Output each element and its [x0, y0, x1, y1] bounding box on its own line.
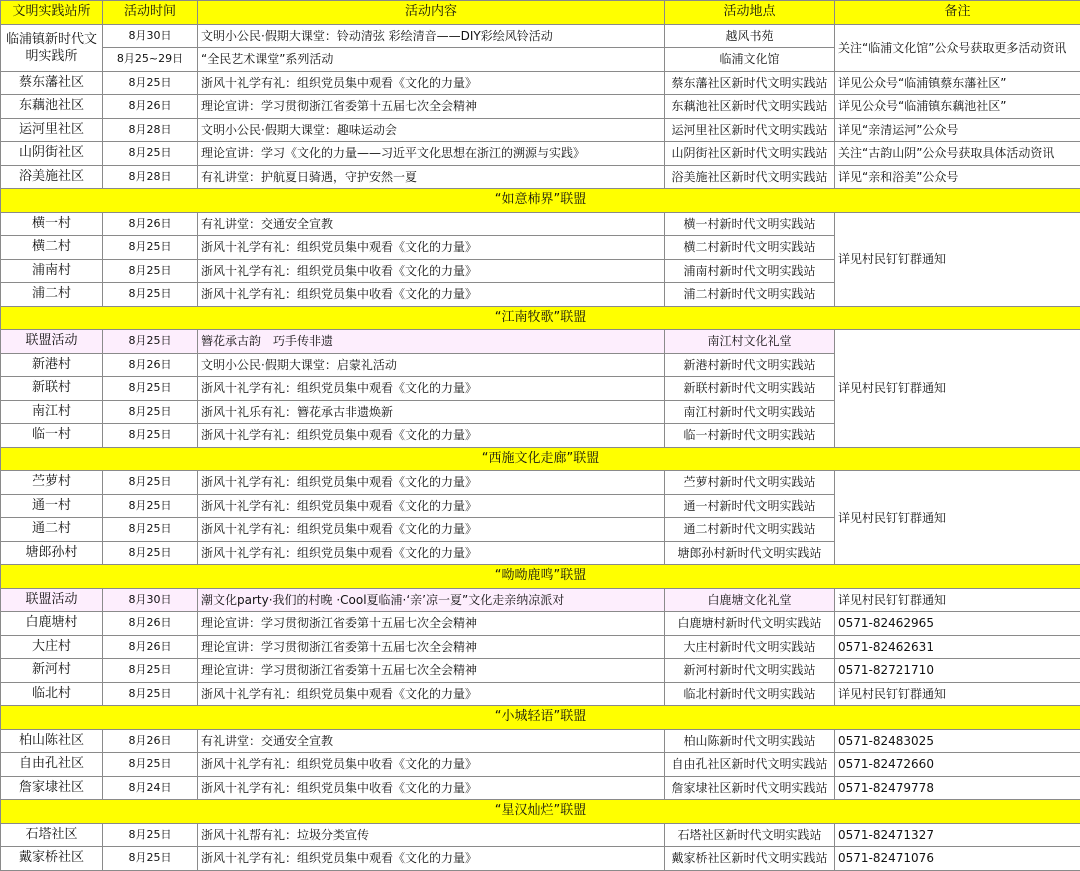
table-body	[1, 24, 1080, 870]
table-row	[1, 612, 1080, 636]
content-cell: 文明小公民·假期大课堂：铃动清弦 彩绘清音——DIY彩绘风铃活动	[198, 24, 665, 48]
alliance-header-row	[1, 189, 1080, 213]
content-cell: 浙风十礼学有礼：组织党员集中观看《文化的力量》	[198, 518, 665, 542]
location-cell: 通二村新时代文明实践站	[665, 518, 835, 542]
content-cell: 有礼讲堂：交通安全宣教	[198, 729, 665, 753]
alliance-header-row	[1, 565, 1080, 589]
station-cell: 浦南村	[1, 259, 103, 283]
location-cell: 越风书苑	[665, 24, 835, 48]
location-cell: 白鹿塘文化礼堂	[665, 588, 835, 612]
location-cell: 塘郎孙村新时代文明实践站	[665, 541, 835, 565]
location-cell: 运河里社区新时代文明实践站	[665, 118, 835, 142]
date-cell: 8月26日	[103, 729, 198, 753]
date-cell: 8月24日	[103, 776, 198, 800]
station-cell: 横二村	[1, 236, 103, 260]
content-cell: 理论宣讲：学习贯彻浙江省委第十五届七次全会精神	[198, 635, 665, 659]
note-cell: 0571-82721710	[835, 659, 1080, 683]
station-cell: 联盟活动	[1, 330, 103, 354]
content-cell: 浙风十礼学有礼：组织党员集中观看《文化的力量》	[198, 424, 665, 448]
location-cell: 南江村文化礼堂	[665, 330, 835, 354]
location-cell: 临北村新时代文明实践站	[665, 682, 835, 706]
date-cell: 8月25日	[103, 494, 198, 518]
location-cell: 詹家埭社区新时代文明实践站	[665, 776, 835, 800]
content-cell: 浙风十礼学有礼：组织党员集中观看《文化的力量》	[198, 236, 665, 260]
alliance-header-row	[1, 447, 1080, 471]
header-row	[1, 1, 1080, 25]
station-cell: 大庄村	[1, 635, 103, 659]
location-cell: 蔡东藩社区新时代文明实践站	[665, 71, 835, 95]
note-cell: 详见村民钉钉群通知	[835, 682, 1080, 706]
location-cell: 石塔社区新时代文明实践站	[665, 823, 835, 847]
date-cell: 8月25日	[103, 259, 198, 283]
date-cell: 8月25日	[103, 847, 198, 871]
note-cell: 0571-82462965	[835, 612, 1080, 636]
date-cell: 8月25日	[103, 753, 198, 777]
content-cell: 浙风十礼帮有礼：垃圾分类宣传	[198, 823, 665, 847]
date-cell: 8月25日	[103, 471, 198, 495]
note-cell: 0571-82471076	[835, 847, 1080, 871]
date-cell: 8月26日	[103, 353, 198, 377]
alliance-header-row	[1, 706, 1080, 730]
date-cell: 8月30日	[103, 24, 198, 48]
station-cell: 通一村	[1, 494, 103, 518]
table-row	[1, 71, 1080, 95]
content-cell: 浙风十礼学有礼：组织党员集中观看《文化的力量》	[198, 682, 665, 706]
content-cell: 潮文化party·我们的村晚 ·Cool夏临浦·‘亲’凉一夏”文化走亲纳凉派对	[198, 588, 665, 612]
date-cell: 8月25日	[103, 283, 198, 307]
date-cell: 8月28日	[103, 118, 198, 142]
alliance-header-row	[1, 800, 1080, 824]
location-cell: 大庄村新时代文明实践站	[665, 635, 835, 659]
note-cell: 0571-82479778	[835, 776, 1080, 800]
location-cell: 新河村新时代文明实践站	[665, 659, 835, 683]
station-cell: 横一村	[1, 212, 103, 236]
header-location: 活动地点	[665, 1, 835, 25]
location-cell: 横一村新时代文明实践站	[665, 212, 835, 236]
content-cell: 浙风十礼学有礼：组织党员集中观看《文化的力量》	[198, 847, 665, 871]
table-row	[1, 24, 1080, 48]
alliance-title: “如意柿界”联盟	[1, 189, 1080, 213]
date-cell: 8月25~29日	[103, 48, 198, 72]
station-cell: 白鹿塘村	[1, 612, 103, 636]
date-cell: 8月25日	[103, 424, 198, 448]
date-cell: 8月26日	[103, 212, 198, 236]
station-cell: 戴家桥社区	[1, 847, 103, 871]
location-cell: 新港村新时代文明实践站	[665, 353, 835, 377]
content-cell: 文明小公民·假期大课堂：趣味运动会	[198, 118, 665, 142]
station-cell: 运河里社区	[1, 118, 103, 142]
note-cell: 关注“古韵山阴”公众号获取具体活动资讯	[835, 142, 1080, 166]
location-cell: 浴美施社区新时代文明实践站	[665, 165, 835, 189]
date-cell: 8月26日	[103, 95, 198, 119]
note-cell: 0571-82483025	[835, 729, 1080, 753]
alliance-title: “呦呦鹿鸣”联盟	[1, 565, 1080, 589]
note-cell: 详见公众号“临浦镇东藕池社区”	[835, 95, 1080, 119]
location-cell: 南江村新时代文明实践站	[665, 400, 835, 424]
note-cell: 关注“临浦文化馆”公众号获取更多活动资讯	[835, 24, 1080, 71]
alliance-event-row	[1, 330, 1080, 354]
station-cell: 南江村	[1, 400, 103, 424]
content-cell: 浙风十礼乐有礼：簪花承古非遗焕新	[198, 400, 665, 424]
date-cell: 8月25日	[103, 71, 198, 95]
station-cell: 联盟活动	[1, 588, 103, 612]
table-row	[1, 165, 1080, 189]
location-cell: 新联村新时代文明实践站	[665, 377, 835, 401]
table-row	[1, 753, 1080, 777]
content-cell: 浙风十礼学有礼：组织党员集中收看《文化的力量》	[198, 776, 665, 800]
date-cell: 8月26日	[103, 612, 198, 636]
table-row	[1, 635, 1080, 659]
station-cell: 蔡东藩社区	[1, 71, 103, 95]
station-cell: 临北村	[1, 682, 103, 706]
station-cell: 自由孔社区	[1, 753, 103, 777]
table-row	[1, 776, 1080, 800]
location-cell: 横二村新时代文明实践站	[665, 236, 835, 260]
content-cell: 理论宣讲：学习贯彻浙江省委第十五届七次全会精神	[198, 95, 665, 119]
station-cell: 詹家埭社区	[1, 776, 103, 800]
content-cell: 浙风十礼学有礼：组织党员集中观看《文化的力量》	[198, 71, 665, 95]
header-date: 活动时间	[103, 1, 198, 25]
header-content: 活动内容	[198, 1, 665, 25]
table-row	[1, 118, 1080, 142]
location-cell: 苎萝村新时代文明实践站	[665, 471, 835, 495]
note-cell: 详见公众号“临浦镇蔡东藩社区”	[835, 71, 1080, 95]
table-row	[1, 471, 1080, 495]
alliance-header-row	[1, 306, 1080, 330]
table-row	[1, 95, 1080, 119]
content-cell: 浙风十礼学有礼：组织党员集中观看《文化的力量》	[198, 471, 665, 495]
alliance-title: “小城轻语”联盟	[1, 706, 1080, 730]
date-cell: 8月25日	[103, 377, 198, 401]
content-cell: 浙风十礼学有礼：组织党员集中收看《文化的力量》	[198, 259, 665, 283]
content-cell: 浙风十礼学有礼：组织党员集中观看《文化的力量》	[198, 377, 665, 401]
location-cell: 柏山陈新时代文明实践站	[665, 729, 835, 753]
alliance-title: “星汉灿烂”联盟	[1, 800, 1080, 824]
location-cell: 通一村新时代文明实践站	[665, 494, 835, 518]
date-cell: 8月25日	[103, 541, 198, 565]
date-cell: 8月25日	[103, 400, 198, 424]
station-cell: 东藕池社区	[1, 95, 103, 119]
note-cell: 0571-82462631	[835, 635, 1080, 659]
station-cell: 临一村	[1, 424, 103, 448]
date-cell: 8月25日	[103, 823, 198, 847]
date-cell: 8月30日	[103, 588, 198, 612]
table-row	[1, 823, 1080, 847]
date-cell: 8月25日	[103, 659, 198, 683]
station-cell: 山阴街社区	[1, 142, 103, 166]
date-cell: 8月28日	[103, 165, 198, 189]
note-cell: 详见“亲清运河”公众号	[835, 118, 1080, 142]
station-cell: 临浦镇新时代文明实践所	[1, 24, 103, 71]
table-row	[1, 659, 1080, 683]
location-cell: 白鹿塘村新时代文明实践站	[665, 612, 835, 636]
note-cell: 详见村民钉钉群通知	[835, 588, 1080, 612]
content-cell: 浙风十礼学有礼：组织党员集中观看《文化的力量》	[198, 541, 665, 565]
content-cell: 簪花承古韵 巧手传非遗	[198, 330, 665, 354]
header-note: 备注	[835, 1, 1080, 25]
station-cell: 新联村	[1, 377, 103, 401]
note-cell: 详见村民钉钉群通知	[835, 471, 1080, 565]
note-cell: 0571-82471327	[835, 823, 1080, 847]
alliance-event-row	[1, 588, 1080, 612]
content-cell: 浙风十礼学有礼：组织党员集中收看《文化的力量》	[198, 283, 665, 307]
station-cell: 浴美施社区	[1, 165, 103, 189]
station-cell: 苎萝村	[1, 471, 103, 495]
note-cell: 详见村民钉钉群通知	[835, 330, 1080, 448]
location-cell: 山阴街社区新时代文明实践站	[665, 142, 835, 166]
location-cell: 临一村新时代文明实践站	[665, 424, 835, 448]
content-cell: “全民艺术课堂”系列活动	[198, 48, 665, 72]
content-cell: 理论宣讲：学习《文化的力量——习近平文化思想在浙江的溯源与实践》	[198, 142, 665, 166]
header-station: 文明实践站所	[1, 1, 103, 25]
date-cell: 8月26日	[103, 635, 198, 659]
table-row	[1, 142, 1080, 166]
table-row	[1, 847, 1080, 871]
content-cell: 理论宣讲：学习贯彻浙江省委第十五届七次全会精神	[198, 612, 665, 636]
station-cell: 柏山陈社区	[1, 729, 103, 753]
location-cell: 自由孔社区新时代文明实践站	[665, 753, 835, 777]
note-cell: 详见村民钉钉群通知	[835, 212, 1080, 306]
alliance-title: “西施文化走廊”联盟	[1, 447, 1080, 471]
table-row	[1, 729, 1080, 753]
station-cell: 新河村	[1, 659, 103, 683]
note-cell: 0571-82472660	[835, 753, 1080, 777]
location-cell: 临浦文化馆	[665, 48, 835, 72]
date-cell: 8月25日	[103, 236, 198, 260]
content-cell: 理论宣讲：学习贯彻浙江省委第十五届七次全会精神	[198, 659, 665, 683]
location-cell: 浦南村新时代文明实践站	[665, 259, 835, 283]
date-cell: 8月25日	[103, 330, 198, 354]
table-row	[1, 212, 1080, 236]
date-cell: 8月25日	[103, 142, 198, 166]
station-cell: 石塔社区	[1, 823, 103, 847]
content-cell: 文明小公民·假期大课堂：启蒙礼活动	[198, 353, 665, 377]
content-cell: 浙风十礼学有礼：组织党员集中观看《文化的力量》	[198, 494, 665, 518]
content-cell: 有礼讲堂：护航夏日骑遇，守护安然一夏	[198, 165, 665, 189]
date-cell: 8月25日	[103, 518, 198, 542]
location-cell: 浦二村新时代文明实践站	[665, 283, 835, 307]
station-cell: 通二村	[1, 518, 103, 542]
table-row	[1, 682, 1080, 706]
content-cell: 有礼讲堂：交通安全宣教	[198, 212, 665, 236]
alliance-title: “江南牧歌”联盟	[1, 306, 1080, 330]
station-cell: 新港村	[1, 353, 103, 377]
content-cell: 浙风十礼学有礼：组织党员集中收看《文化的力量》	[198, 753, 665, 777]
station-cell: 浦二村	[1, 283, 103, 307]
note-cell: 详见“亲和浴美”公众号	[835, 165, 1080, 189]
location-cell: 戴家桥社区新时代文明实践站	[665, 847, 835, 871]
location-cell: 东藕池社区新时代文明实践站	[665, 95, 835, 119]
station-cell: 塘郎孙村	[1, 541, 103, 565]
date-cell: 8月25日	[103, 682, 198, 706]
